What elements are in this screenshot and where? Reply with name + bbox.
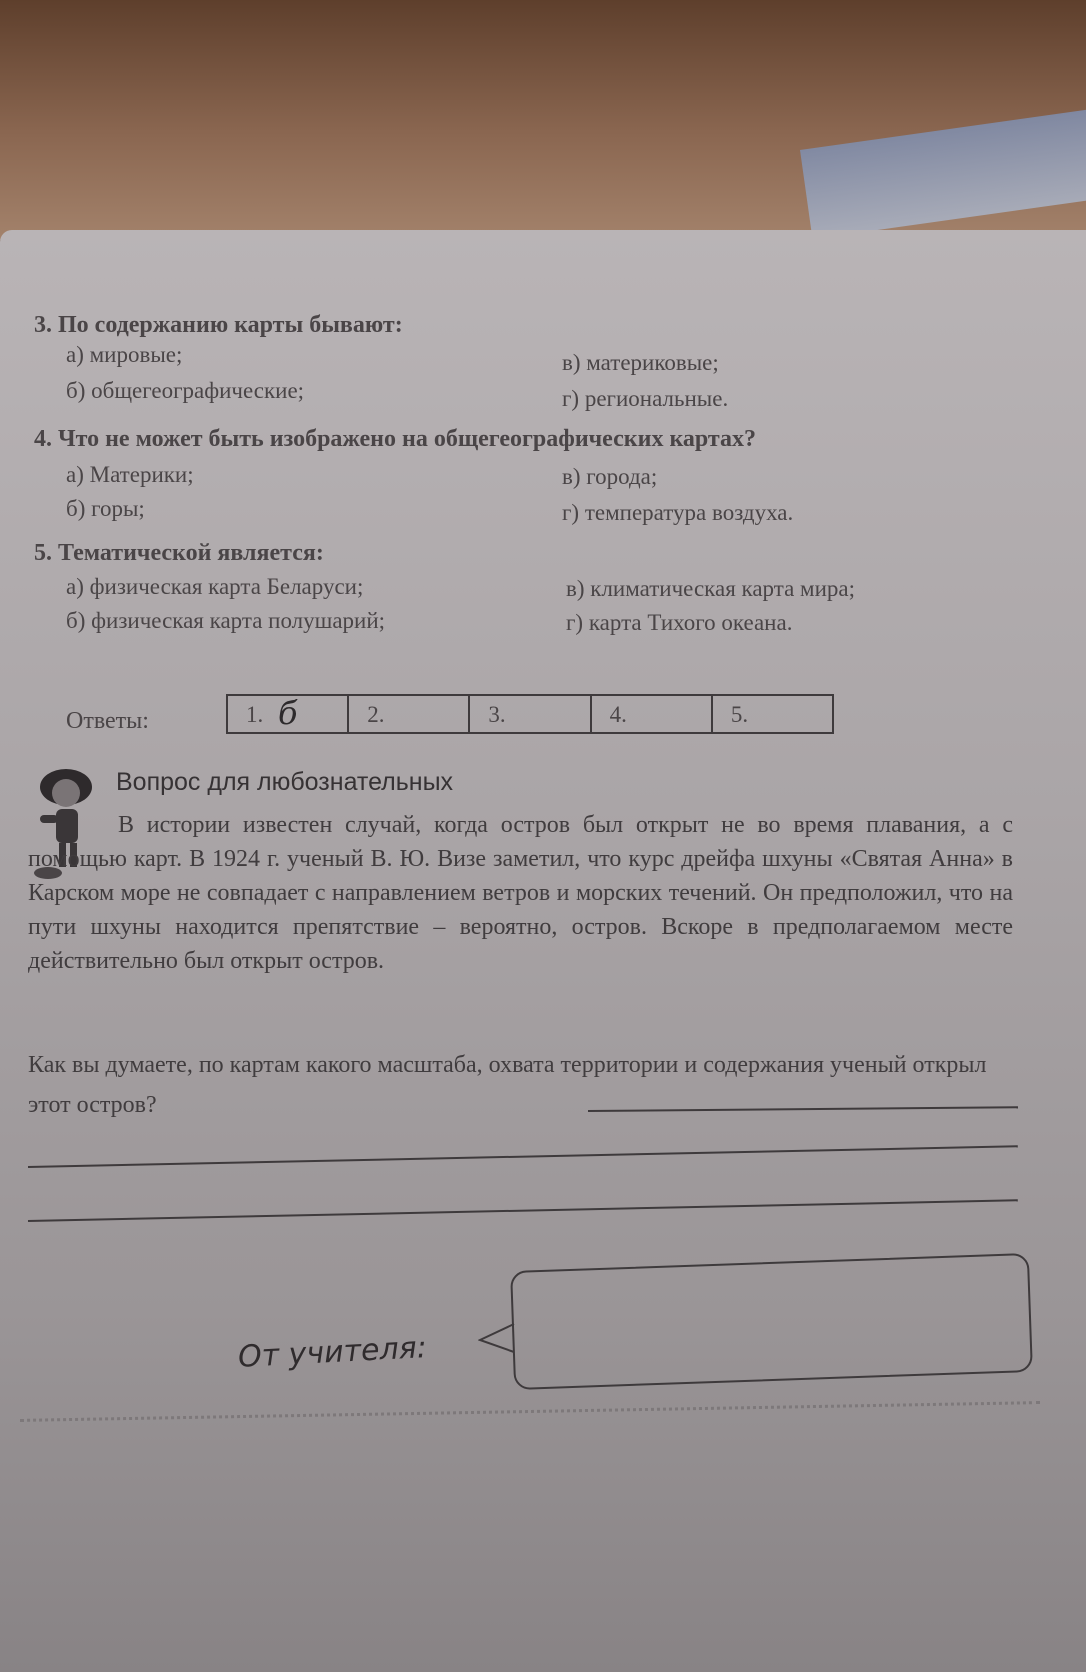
question-4-option-d: г) температура воздуха.	[562, 500, 794, 525]
question-3-option-d: г) региональные.	[562, 386, 729, 411]
question-3-option-c: в) материковые;	[562, 350, 719, 375]
answer-line-2[interactable]	[28, 1145, 1018, 1168]
answers-label: Ответы:	[66, 708, 149, 734]
curious-question-text	[28, 1045, 1013, 1125]
answer-cell-2-number: 2.	[367, 702, 385, 727]
teacher-comment-label: От учителя:	[237, 1330, 428, 1375]
answer-cell-4[interactable]	[592, 696, 713, 732]
curious-question-title: Вопрос для любознательных	[116, 768, 454, 796]
question-5-title: 5. Тематической является:	[34, 540, 324, 566]
handwritten-answer: б	[278, 694, 298, 732]
question-5-option-d: г) карта Тихого океана.	[566, 610, 793, 635]
question-4-option-b: б) горы;	[66, 496, 145, 521]
answer-cell-1-number: 1.	[246, 702, 264, 727]
answer-cell-3[interactable]	[470, 696, 591, 732]
dotted-divider	[20, 1401, 1040, 1422]
answer-line-3[interactable]	[28, 1199, 1018, 1222]
question-4-option-a: а) Материки;	[66, 462, 194, 487]
question-3-option-a: а) мировые;	[66, 342, 183, 367]
teacher-comment-box[interactable]	[510, 1253, 1033, 1390]
answer-cell-5[interactable]	[713, 696, 832, 732]
answer-cell-3-number: 3.	[488, 702, 506, 727]
answer-cell-4-number: 4.	[609, 702, 627, 727]
answer-cell-1[interactable]	[228, 696, 349, 732]
curious-question-body: Как вы думаете, по картам какого масштаба, охвата территории и содержания ученый открыл этот остров?	[28, 1052, 987, 1118]
speech-bubble-tail-icon	[478, 1320, 518, 1360]
question-3-option-b: б) общегеографические;	[66, 378, 305, 403]
question-4-option-c: в) города;	[562, 464, 658, 489]
answer-cell-5-number: 5.	[730, 702, 749, 727]
curious-paragraph	[28, 808, 1013, 978]
answers-table[interactable]	[226, 694, 834, 734]
curious-paragraph-text: В истории известен случай, когда остров был открыт не во время плавания, а с помощью карт. В 1924 г. ученый В. Ю. Визе заметил, что курс дрейфа шхуны «Святая Анна» в Карском море не совпадает с направлением ветров и морских течений. Он предположил, что на пути шхуны находится препятствие – вероятно, остров. Вскоре в предполагаемом месте действительно был открыт остров.	[28, 812, 1013, 974]
workbook-page	[0, 230, 1086, 1672]
answer-cell-2[interactable]	[349, 696, 470, 732]
question-3-title: 3. По содержанию карты бывают:	[34, 312, 403, 338]
question-5-option-a: а) физическая карта Беларуси;	[66, 574, 364, 599]
question-5-option-b: б) физическая карта полушарий;	[66, 608, 386, 633]
question-5-option-c: в) климатическая карта мира;	[566, 576, 856, 601]
question-4-title: 4. Что не может быть изображено на общегеографических картах?	[34, 426, 757, 452]
